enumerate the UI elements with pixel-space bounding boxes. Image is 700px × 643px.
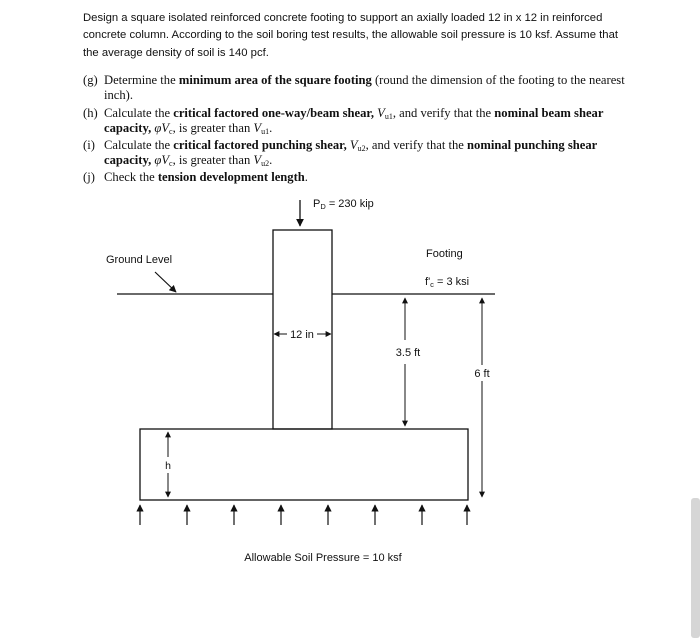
total-depth-label: 6 ft [474, 368, 490, 380]
problem-statement: Design a square isolated reinforced concrete footing to support an axially loaded 12 in x 12 in reinforced concrete column. According to the soil boring test results, the allowable soil pressure is 10 ksf. Assume that the average density of soil is 140 pcf. [83, 12, 618, 59]
soil-pressure-arrows [140, 505, 467, 525]
ground-level-label: Ground Level [106, 254, 173, 266]
question-label: (g) [83, 73, 98, 87]
question-label: (h) [83, 106, 98, 120]
question-h: (h) Calculate the critical factored one-way/beam shear, $V_{u1}$, and verify that the nominal beam shear capacity, $\varphi V_c$, is greater than $V_{u1}$. [83, 106, 604, 137]
depth-to-footing-label: 3.5 ft [395, 347, 421, 359]
load-label: PD = 230 kip [313, 198, 374, 211]
question-label: (j) [83, 170, 95, 184]
question-g: (g) Determine the minimum area of the square footing (round the dimension of the footing to the nearest inch). [83, 73, 625, 103]
ground-level-pointer [155, 272, 176, 292]
thickness-label: h [165, 460, 171, 472]
footing-slab [140, 429, 468, 500]
concrete-strength-label: f'c = 3 ksi [425, 276, 470, 289]
question-i: (i) Calculate the critical factored punching shear, $V_{u2}$, and verify that the nominal punching shear capacity, $\varphi V_c$, is greater than $V_{u2}$. [83, 138, 597, 169]
footing-label: Footing [426, 248, 463, 260]
question-label: (i) [83, 138, 95, 152]
question-j: (j) Check the tension development length. [83, 170, 308, 184]
column-width-label: 12 in [290, 329, 314, 341]
soil-pressure-label: Allowable Soil Pressure = 10 ksf [244, 552, 402, 564]
scrollbar[interactable] [691, 498, 700, 638]
